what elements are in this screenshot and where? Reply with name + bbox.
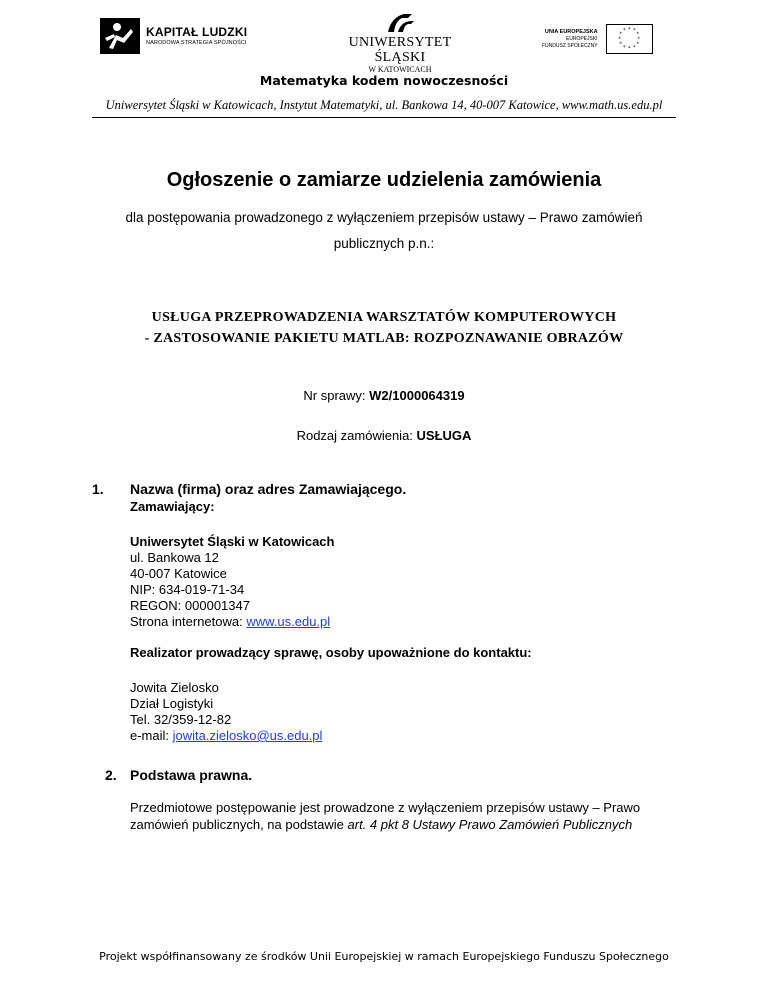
header-divider — [92, 117, 676, 118]
section-1-heading — [92, 481, 406, 497]
subject-line-1: USŁUGA PRZEPROWADZENIA WARSZTATÓW KOMPUTEROWYCH — [151, 310, 617, 325]
kapital-ludzki-logo — [100, 18, 247, 54]
contact-email-line — [130, 728, 322, 744]
svg-text:*: * — [636, 31, 639, 38]
svg-text:*: * — [632, 28, 636, 34]
case-number-label: Nr sprawy: — [303, 388, 370, 403]
institute-address: Uniwersytet Śląski w Katowicach, Instytut Matematyki, ul. Bankowa 14, 40-007 Katowice, www.math.us.edu.pl — [105, 98, 663, 112]
university-name: UNIWERSYTET ŚLĄSKI — [348, 35, 452, 65]
logo-bar — [0, 12, 768, 74]
order-type-line — [0, 428, 768, 443]
org-name: Uniwersytet Śląski w Katowicach — [130, 534, 335, 549]
kapital-ludzki-figure-icon — [100, 18, 140, 54]
section-2-title: Podstawa prawna. — [130, 767, 253, 783]
org-postal: 40-007 Katowice — [130, 566, 227, 581]
footer-cofinancing-note: Projekt współfinansowany ze środków Unii Europejskiej w ramach Europejskiego Funduszu Społecznego — [99, 950, 669, 963]
order-type-value: USŁUGA — [416, 428, 472, 443]
contact-phone: Tel. 32/359-12-82 — [130, 712, 232, 727]
legal-basis-body: Przedmiotowe postępowanie jest prowadzone z wyłączeniem przepisów ustawy – Prawo zamówień publicznych, na podstawie — [130, 800, 641, 832]
notice-subtitle: dla postępowania prowadzonego z wyłączeniem przepisów ustawy – Prawo zamówień publicznych p.n.: — [125, 210, 643, 251]
svg-text:*: * — [619, 41, 622, 48]
buyer-label: Zamawiający: — [130, 499, 215, 514]
svg-text:*: * — [618, 36, 621, 43]
eu-logo — [542, 24, 653, 54]
legal-basis-reference: art. 4 pkt 8 Ustawy Prawo Zamówień Publicznych — [347, 817, 633, 832]
org-website-line — [130, 614, 334, 630]
svg-text:*: * — [632, 45, 636, 51]
section-1-number: 1. — [92, 481, 104, 497]
order-type-label: Rodzaj zamówienia: — [296, 428, 417, 443]
email-label: e-mail: — [130, 728, 173, 743]
eu-line3: FUNDUSZ SPOŁECZNY — [542, 42, 598, 49]
university-city: W KATOWICACH — [368, 65, 432, 74]
subject-line-2: - ZASTOSOWANIE PAKIETU MATLAB: ROZPOZNAWANIE OBRAZÓW — [144, 331, 624, 346]
contact-department: Dział Logistyki — [130, 696, 214, 711]
case-number-value: W2/1000064319 — [369, 388, 465, 403]
notice-title: Ogłoszenie o zamiarze udzielenia zamówienia — [166, 169, 602, 191]
procurement-subject — [0, 307, 768, 349]
svg-text:*: * — [627, 27, 631, 33]
university-emblem-icon — [384, 12, 416, 34]
case-number-line — [0, 388, 768, 403]
section-2-heading — [105, 767, 252, 783]
email-link[interactable]: jowita.zielosko@us.edu.pl — [172, 728, 323, 743]
org-street: ul. Bankowa 12 — [130, 550, 219, 565]
buyer-details — [130, 534, 334, 630]
svg-text:*: * — [627, 46, 631, 52]
eu-line1: UNIA EUROPEJSKA — [544, 28, 598, 35]
svg-text:*: * — [622, 45, 626, 51]
eu-flag-icon — [606, 24, 653, 54]
website-label: Strona internetowa: — [130, 614, 247, 629]
legal-basis-text — [130, 799, 670, 833]
contact-details — [130, 680, 322, 744]
contact-name: Jowita Zielosko — [130, 680, 219, 695]
org-nip: NIP: 634-019-71-34 — [130, 582, 245, 597]
svg-text:*: * — [636, 41, 639, 48]
svg-text:*: * — [619, 31, 622, 38]
kapital-ludzki-title: KAPITAŁ LUDZKI — [146, 24, 248, 39]
kapital-ludzki-subtitle: NARODOWA STRATEGIA SPÓJNOŚCI — [146, 39, 247, 46]
section-1-title: Nazwa (firma) oraz adres Zamawiającego. — [130, 481, 407, 497]
university-logo — [325, 12, 475, 75]
svg-text:*: * — [637, 36, 640, 43]
website-link[interactable]: www.us.edu.pl — [246, 614, 331, 629]
contact-label: Realizator prowadzący sprawę, osoby upoważnione do kontaktu: — [130, 645, 532, 660]
eu-line2: EUROPEJSKI — [565, 35, 598, 42]
org-regon: REGON: 000001347 — [130, 598, 250, 613]
project-name: Matematyka kodem nowoczesności — [259, 73, 509, 88]
section-2-number: 2. — [105, 767, 117, 783]
svg-text:*: * — [622, 28, 626, 34]
